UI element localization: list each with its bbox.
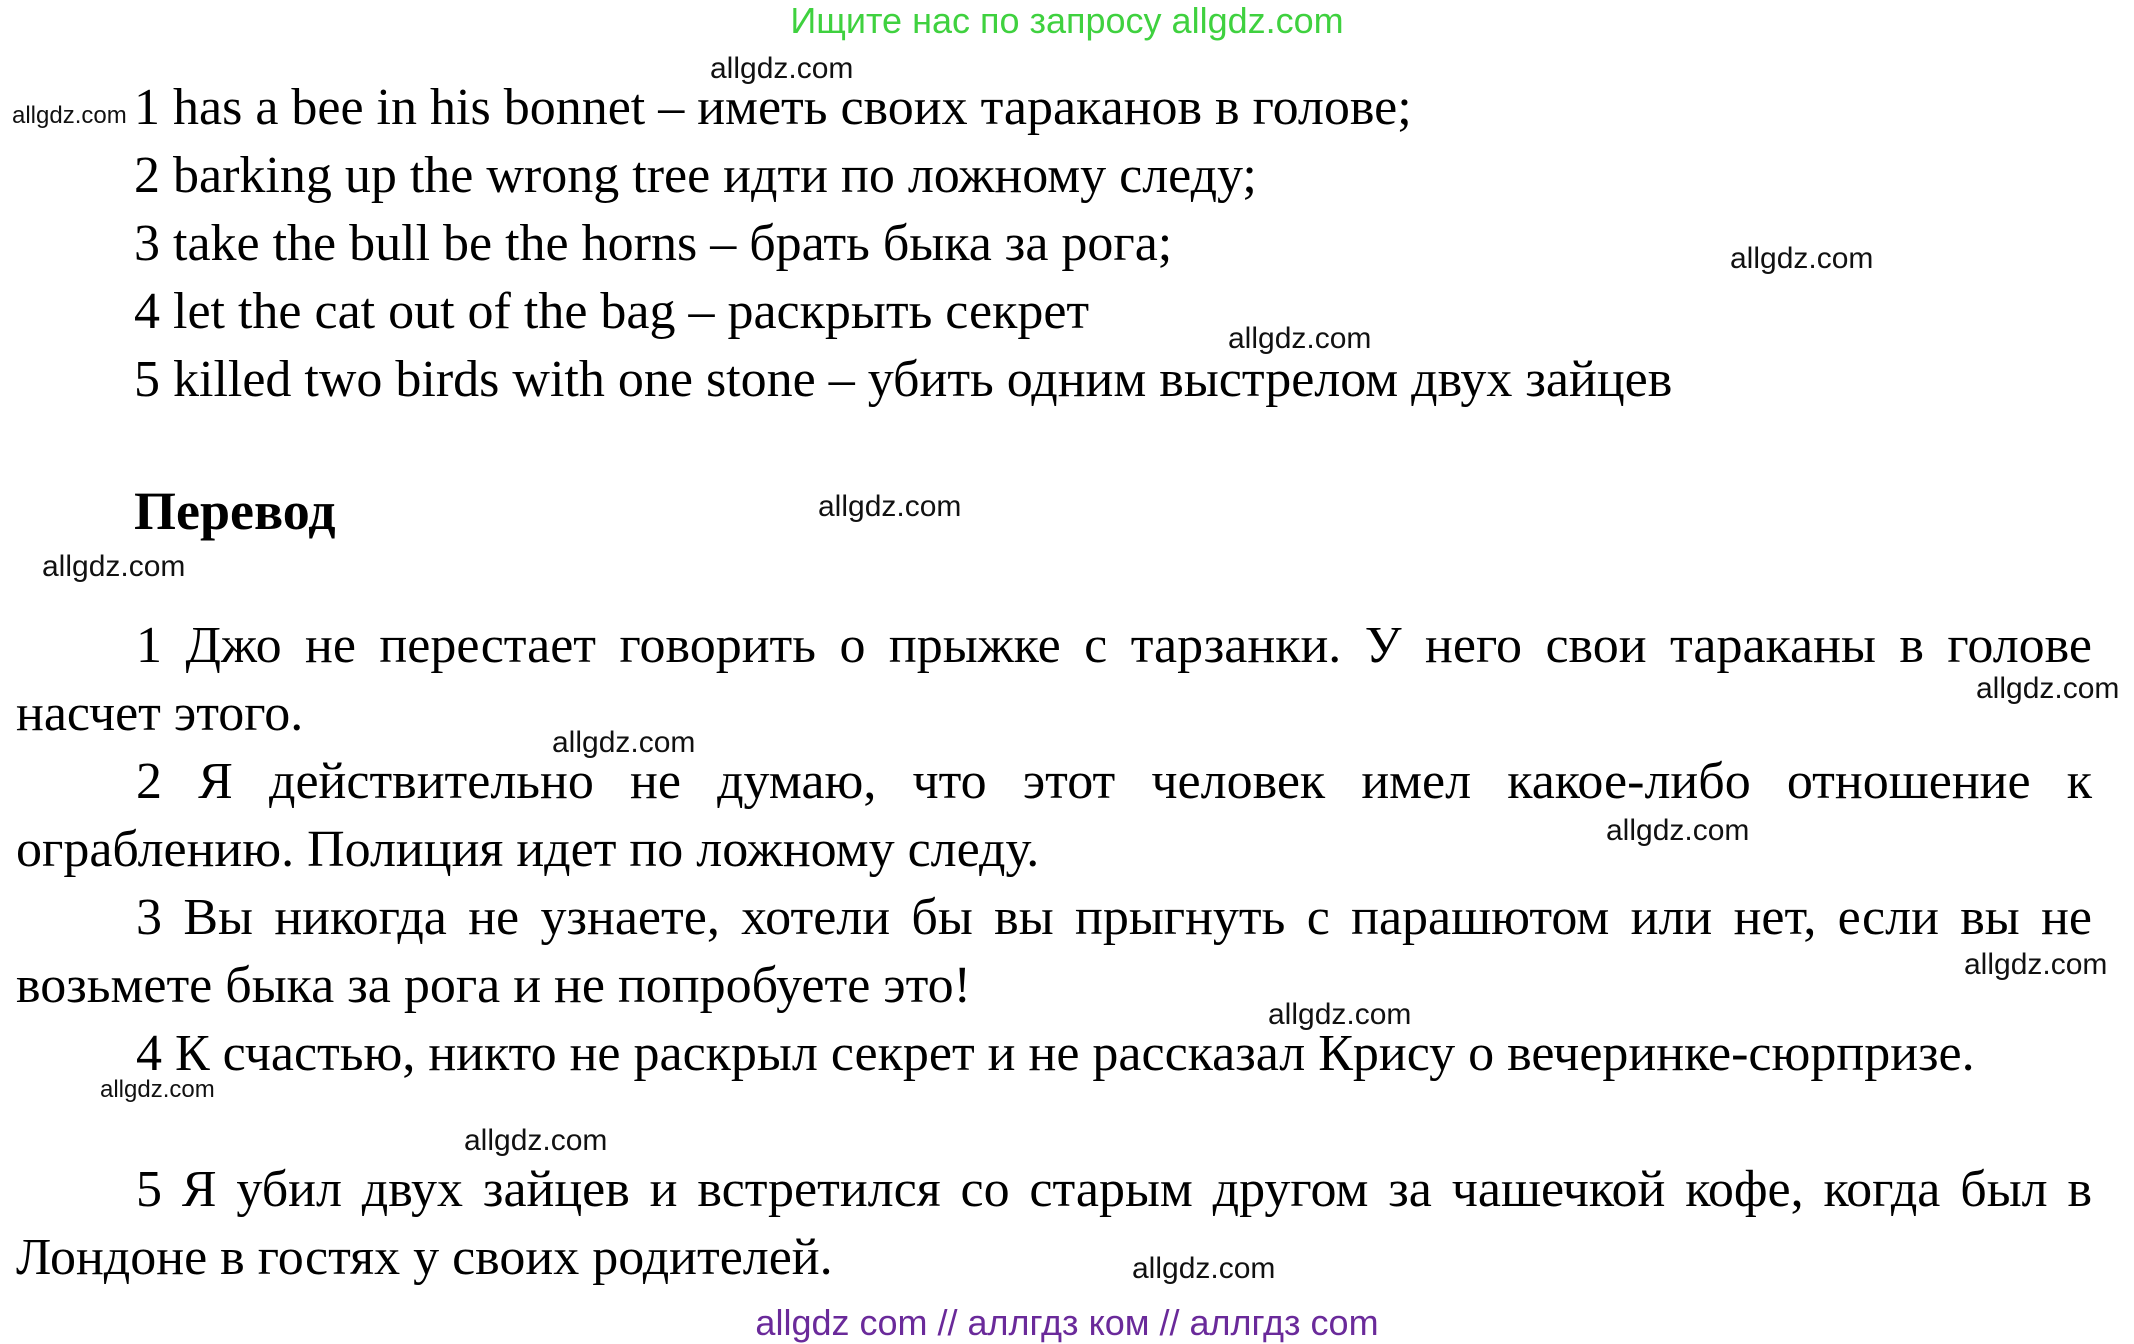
- watermark: allgdz.com: [100, 1076, 215, 1103]
- watermark: allgdz.com: [1228, 322, 1372, 355]
- watermark: allgdz.com: [1132, 1252, 1276, 1285]
- top-banner: Ищите нас по запросу allgdz.com: [790, 0, 1344, 41]
- translation-paragraph: 2 Я действительно не думаю, что этот человек имел какое-либо отношение к ограблению. Полиция идет по ложному следу.: [16, 753, 2092, 878]
- watermark: allgdz.com: [42, 550, 186, 583]
- watermark: allgdz.com: [12, 102, 127, 129]
- watermark: allgdz.com: [1976, 672, 2120, 705]
- idiom-item: 4 let the cat out of the bag – раскрыть секрет: [134, 283, 1090, 340]
- idiom-item: 2 barking up the wrong tree идти по ложному следу;: [134, 147, 1257, 204]
- translation-paragraph: 5 Я убил двух зайцев и встретился со старым другом за чашечкой кофе, когда был в Лондоне в гостях у своих родителей.: [16, 1161, 2092, 1286]
- translation-paragraph: 3 Вы никогда не узнаете, хотели бы вы прыгнуть с парашютом или нет, если вы не возьмете быка за рога и не попробуете это!: [16, 889, 2092, 1014]
- translation-heading: Перевод: [134, 481, 336, 541]
- idiom-item: 3 take the bull be the horns – брать быка за рога;: [134, 215, 1173, 272]
- watermark: allgdz.com: [1730, 242, 1874, 275]
- watermark: allgdz.com: [818, 490, 962, 523]
- translation-paragraph: 4 К счастью, никто не раскрыл секрет и не рассказал Крису о вечеринке-сюрпризе.: [136, 1025, 1975, 1082]
- idiom-item: 5 killed two birds with one stone – убить одним выстрелом двух зайцев: [134, 351, 1673, 408]
- watermark: allgdz.com: [1964, 948, 2108, 981]
- watermark: allgdz.com: [1268, 998, 1412, 1031]
- footer: allgdz com // аллгдз ком // аллгдз com: [755, 1302, 1379, 1343]
- watermark: allgdz.com: [1606, 814, 1750, 847]
- watermark: allgdz.com: [710, 52, 854, 85]
- translation-paragraph: 1 Джо не перестает говорить о прыжке с тарзанки. У него свои тараканы в голове насчет этого.: [16, 617, 2092, 742]
- watermark: allgdz.com: [464, 1124, 608, 1157]
- idiom-item: 1 has a bee in his bonnet – иметь своих тараканов в голове;: [134, 79, 1412, 136]
- watermark: allgdz.com: [552, 726, 696, 759]
